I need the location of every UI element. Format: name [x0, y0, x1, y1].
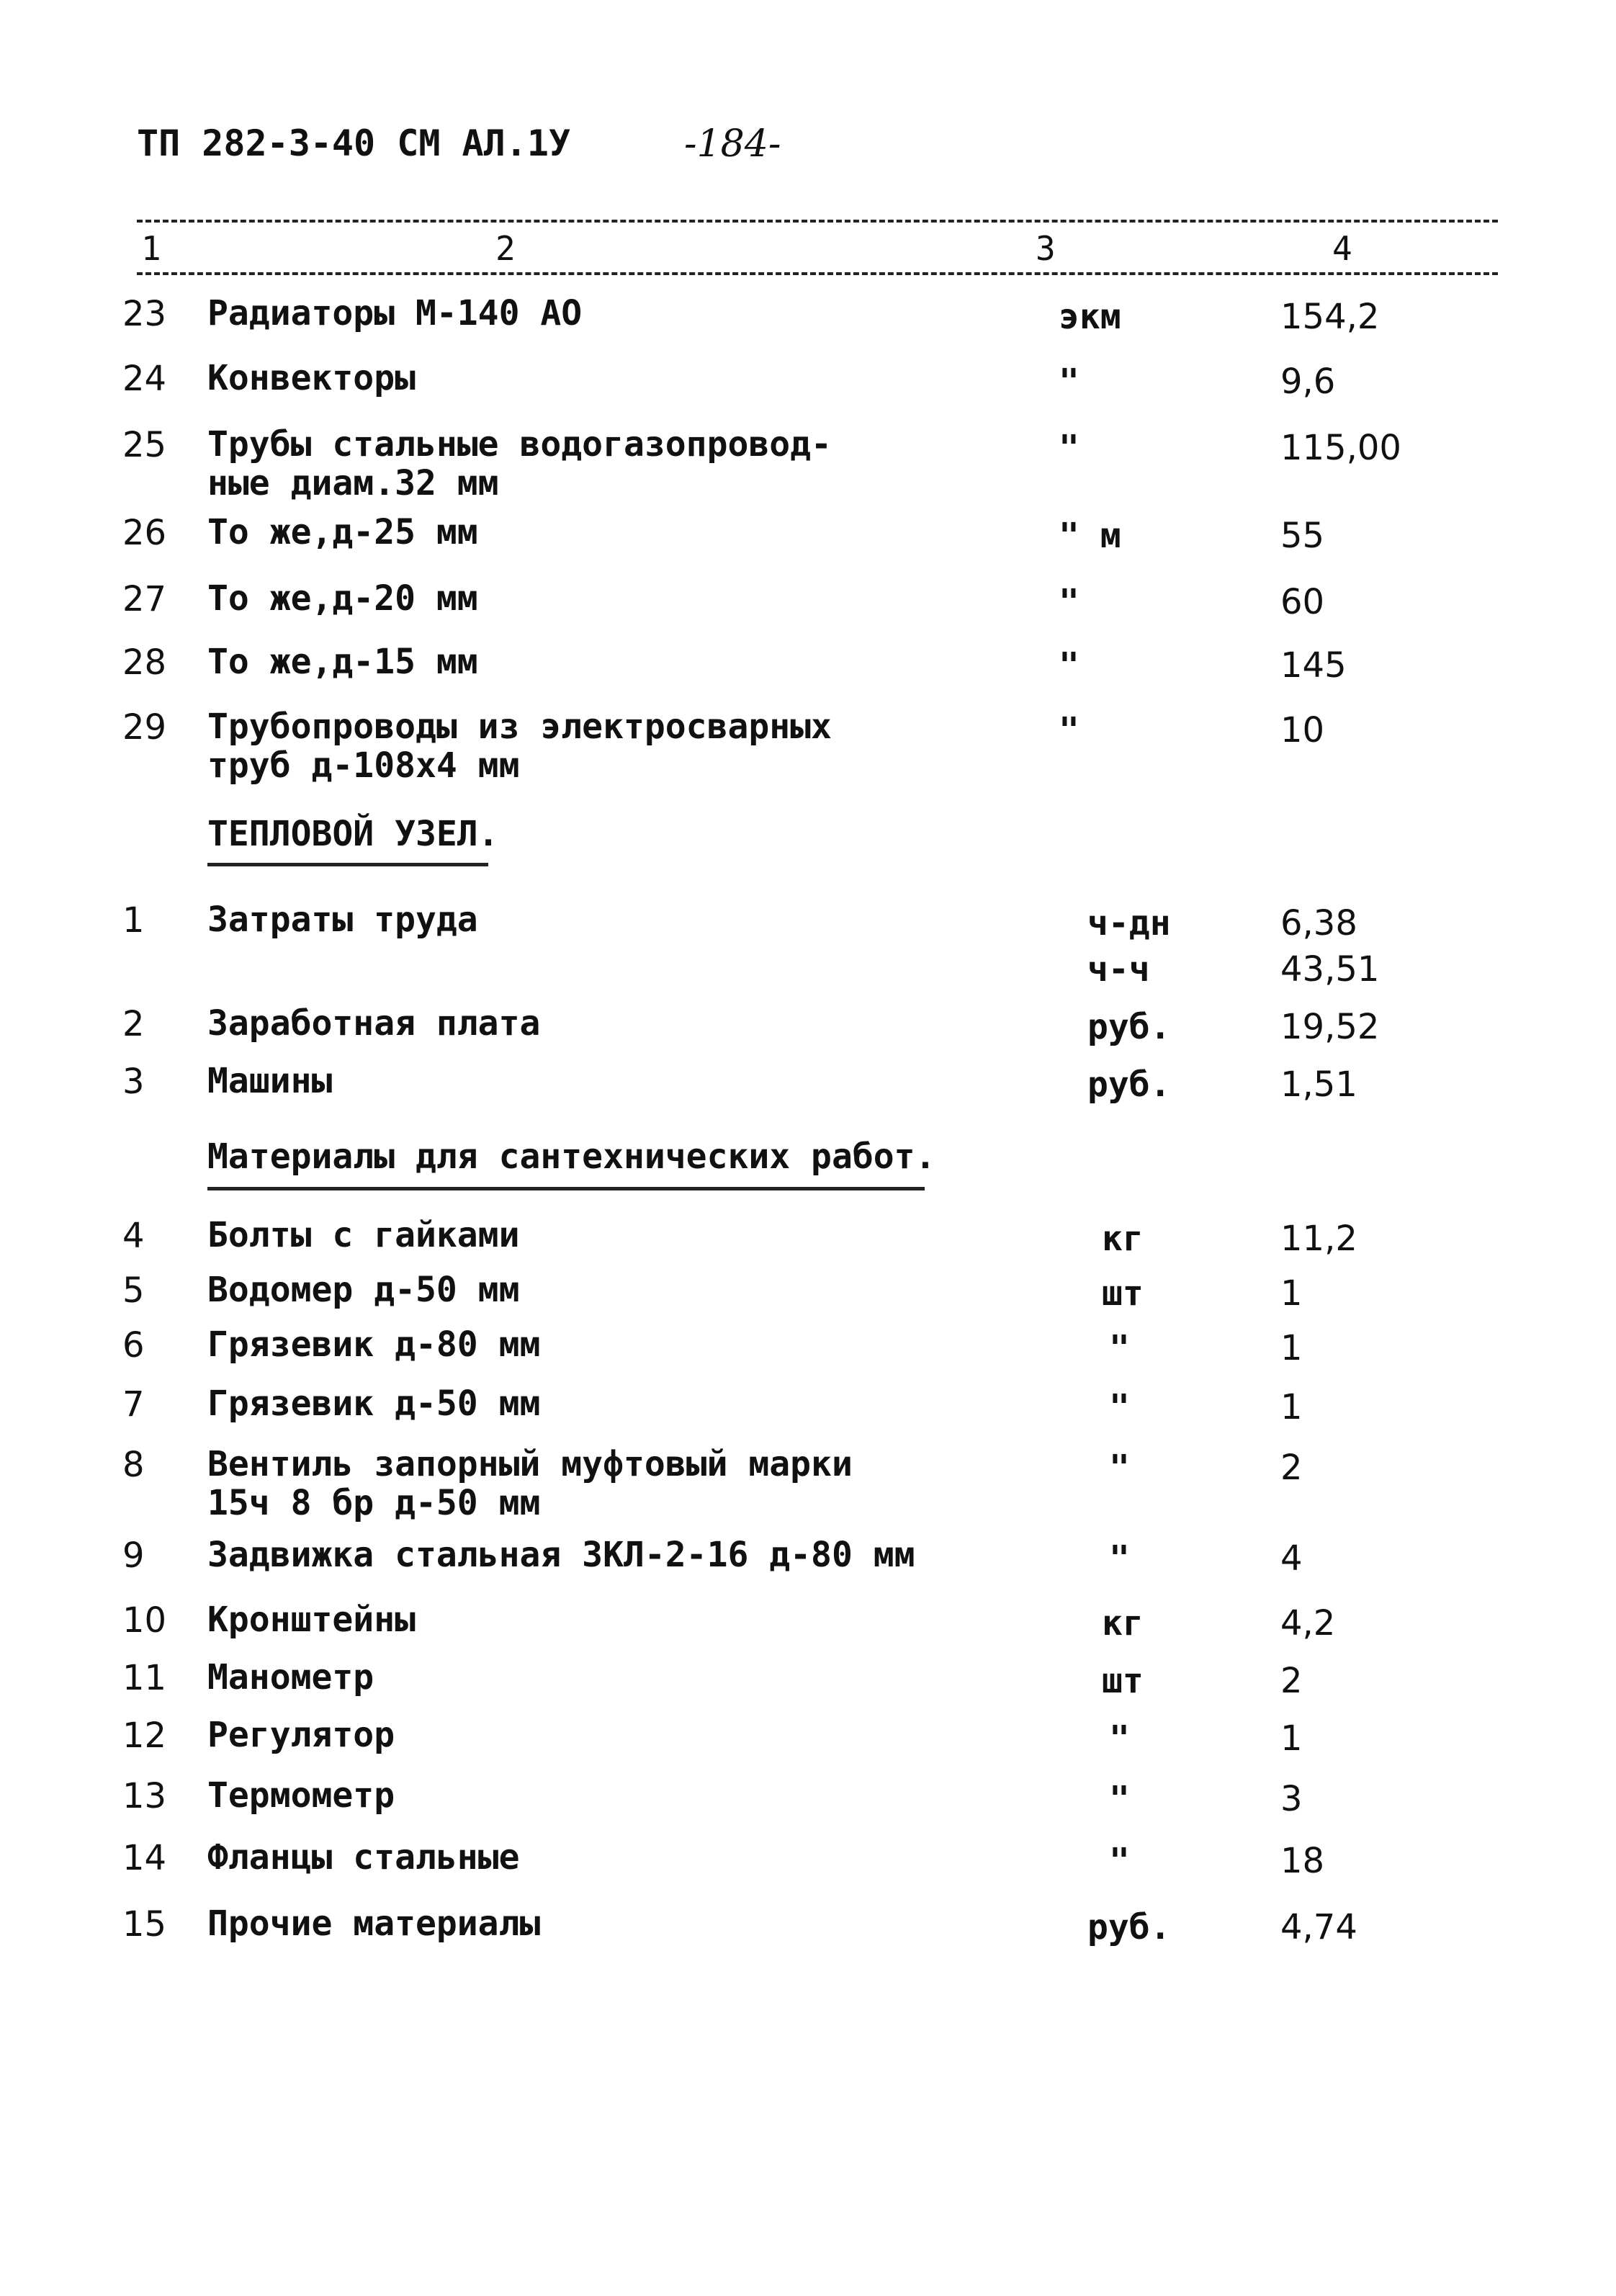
row-unit: экм — [1059, 297, 1121, 337]
row-quantity: 55 — [1280, 516, 1325, 556]
row-name: Заработная плата — [207, 1003, 541, 1044]
row-number: 1 — [122, 900, 145, 941]
row-unit: шт — [1102, 1661, 1144, 1701]
column-number-4: 4 — [1332, 229, 1352, 268]
row-unit: " — [1059, 582, 1079, 622]
row-name: Грязевик д-50 мм — [207, 1384, 541, 1424]
row-name: Кронштейны — [207, 1600, 416, 1640]
row-quantity: 19,52 — [1280, 1007, 1380, 1047]
row-number: 12 — [122, 1716, 167, 1756]
row-number: 5 — [122, 1270, 145, 1311]
document-code: ТП 282-3-40 СМ АЛ.1У — [137, 122, 571, 164]
section-underline — [207, 863, 488, 866]
row-unit: " — [1109, 1538, 1130, 1579]
row-number: 4 — [122, 1216, 145, 1256]
row-number: 3 — [122, 1062, 145, 1102]
row-name: Вентиль запорный муфтовый марки 15ч 8 бр д-50 мм — [207, 1444, 853, 1523]
row-name: Радиаторы М-140 АО — [207, 293, 583, 333]
row-quantity: 4 — [1280, 1538, 1303, 1579]
row-quantity: 1,51 — [1280, 1064, 1357, 1105]
row-name: Регулятор — [207, 1715, 395, 1755]
row-quantity: 2 — [1280, 1661, 1303, 1701]
section-underline — [207, 1187, 925, 1190]
row-quantity: 18 — [1280, 1841, 1325, 1881]
row-number: 15 — [122, 1904, 167, 1945]
row-unit: кг — [1102, 1603, 1144, 1643]
row-quantity: 4,2 — [1280, 1603, 1336, 1643]
row-quantity: 4,74 — [1280, 1907, 1357, 1947]
row-number: 10 — [122, 1600, 167, 1641]
row-number: 26 — [122, 513, 167, 553]
column-number-3: 3 — [1036, 229, 1056, 268]
row-number: 9 — [122, 1535, 145, 1576]
row-number: 8 — [122, 1445, 145, 1485]
row-quantity: 1 — [1280, 1718, 1303, 1759]
row-name: Манометр — [207, 1657, 374, 1698]
section-title-materials: Материалы для сантехнических работ. — [207, 1136, 936, 1177]
column-number-1: 1 — [141, 229, 161, 268]
row-name: Грязевик д-80 мм — [207, 1324, 541, 1365]
row-quantity: 154,2 — [1280, 297, 1380, 337]
row-name: Трубы стальные водогазопровод- ные диам.32 мм — [207, 424, 832, 503]
row-name: Трубопроводы из электросварных труб д-108х4 мм — [207, 707, 832, 786]
row-name: Термометр — [207, 1775, 395, 1816]
table-top-rule — [137, 220, 1498, 223]
row-quantity: 1 — [1280, 1273, 1303, 1314]
row-number: 28 — [122, 642, 167, 683]
table-header-rule — [137, 272, 1498, 275]
row-name: Прочие материалы — [207, 1903, 541, 1944]
row-number: 2 — [122, 1004, 145, 1044]
row-unit: " — [1059, 710, 1079, 750]
row-quantity: 2 — [1280, 1448, 1303, 1488]
row-name: Конвекторы — [207, 358, 416, 398]
row-unit: " — [1059, 645, 1079, 686]
row-name: Машины — [207, 1061, 333, 1101]
column-number-2: 2 — [495, 229, 516, 268]
row-number: 14 — [122, 1838, 167, 1878]
row-quantity: 115,00 — [1280, 428, 1401, 468]
row-unit: шт — [1102, 1273, 1144, 1314]
row-number: 6 — [122, 1325, 145, 1366]
row-number: 23 — [122, 294, 167, 334]
row-quantity: 1 — [1280, 1387, 1303, 1427]
row-name: То же,д-25 мм — [207, 512, 478, 552]
row-unit: руб. — [1087, 1007, 1171, 1047]
row-unit: " — [1109, 1779, 1130, 1819]
row-unit: кг — [1102, 1219, 1144, 1259]
row-unit: руб. — [1087, 1064, 1171, 1105]
row-name: Болты с гайками — [207, 1215, 520, 1255]
row-unit: " — [1109, 1328, 1130, 1368]
row-name: То же,д-15 мм — [207, 642, 478, 682]
row-unit: " — [1109, 1448, 1130, 1488]
row-unit: " — [1109, 1841, 1130, 1881]
row-unit: " м — [1059, 516, 1121, 556]
row-unit: " — [1059, 428, 1079, 468]
row-quantity: 10 — [1280, 710, 1325, 750]
row-quantity: 1 — [1280, 1328, 1303, 1368]
row-number: 25 — [122, 425, 167, 465]
row-unit: " — [1109, 1718, 1130, 1759]
row-quantity: 145 — [1280, 645, 1347, 686]
row-quantity: 60 — [1280, 582, 1325, 622]
row-name: Задвижка стальная ЗКЛ-2-16 д-80 мм — [207, 1535, 915, 1575]
row-unit: " — [1059, 362, 1079, 402]
row-number: 29 — [122, 707, 167, 748]
row-number: 24 — [122, 359, 167, 399]
row-name: Фланцы стальные — [207, 1837, 520, 1878]
row-unit: ч-дн ч-ч — [1087, 903, 1171, 990]
row-name: Водомер д-50 мм — [207, 1270, 520, 1310]
row-quantity: 6,38 43,51 — [1280, 903, 1380, 990]
row-quantity: 9,6 — [1280, 362, 1336, 402]
row-unit: " — [1109, 1387, 1130, 1427]
section-title-heat-node: ТЕПЛОВОЙ УЗЕЛ. — [207, 814, 499, 854]
row-name: То же,д-20 мм — [207, 578, 478, 619]
row-unit: руб. — [1087, 1907, 1171, 1947]
row-number: 13 — [122, 1776, 167, 1816]
row-name: Затраты труда — [207, 900, 478, 940]
page-number: -184- — [684, 122, 781, 166]
row-number: 27 — [122, 579, 167, 619]
row-number: 7 — [122, 1384, 145, 1425]
row-quantity: 3 — [1280, 1779, 1303, 1819]
row-number: 11 — [122, 1658, 167, 1698]
row-quantity: 11,2 — [1280, 1219, 1357, 1259]
